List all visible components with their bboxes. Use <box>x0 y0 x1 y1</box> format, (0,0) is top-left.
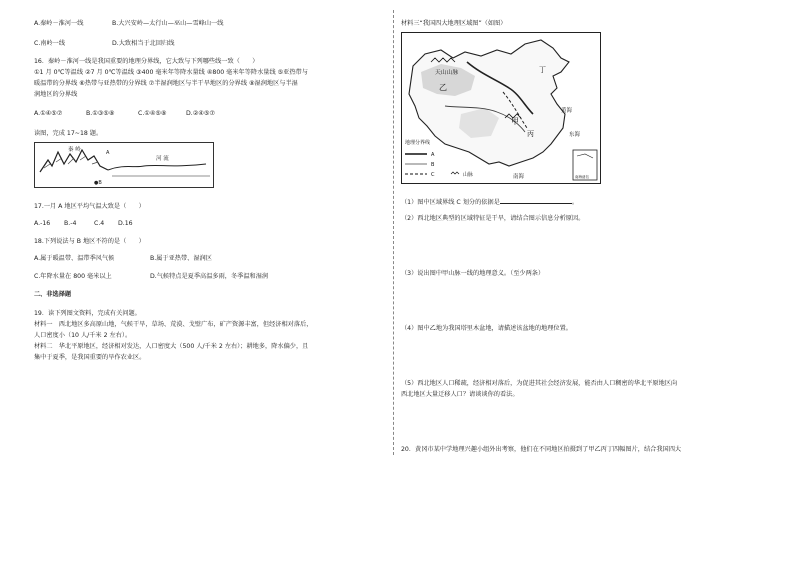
q15-option-b: B.大兴安岭—太行山—巫山—雪峰山一线 <box>112 20 224 27</box>
q17-stem: 17.一月 A 地区平均气温大致是（ ） <box>34 203 145 210</box>
q20-stem: 20．黄冈市某中学地理兴趣小组外出考察，他们在不同地区拍摄到了甲乙丙丁四幅图片，结合我国四大 <box>401 446 682 453</box>
material1-line2: 人口密度小（10 人/千米 2 左右）。 <box>34 332 132 339</box>
material3-title: 材料三“我国四大地理区域图”（如图） <box>401 20 507 27</box>
q15-option-c: C.南岭一线 <box>34 40 66 47</box>
inset-label: 南海诸岛 <box>575 175 589 179</box>
q19-part5-line2: 西北地区大量迁移人口？请谈谈你的看法。 <box>401 391 519 398</box>
material2-line1: 材料二 华北平原地区，经济相对发达，人口密度大（500 人/千米 2 左右）；耕地多，降水偏少，且 <box>34 343 309 350</box>
legend-label-c: C <box>431 172 435 178</box>
q19-part2: （2）西北地区典型的区域特征是干旱，请结合图示信息分析原因。 <box>401 215 585 222</box>
q16-items-line2: 暖温带的分界线 ⑥热带与亚热带的分界线 ⑦半湿润地区与半干旱地区的分界线 ⑧湿润地区与半湿 <box>34 80 298 87</box>
q16-option-b: B.①③⑤⑧ <box>86 110 115 117</box>
river-label: 河 流 <box>156 156 169 162</box>
mountain-label: 秦 岭 <box>68 147 81 153</box>
q16-items-line1: ①1 月 0℃等温线 ②7 月 0℃等温线 ③400 毫米年等降水量线 ④800 毫米年等降水量线 ⑤亚热带与 <box>34 69 308 76</box>
q17-option-d: D.16 <box>118 220 133 227</box>
q16-stem: 16．秦岭－淮河一线是我国重要的地理分界线，它大致与下列哪些线一致（ ） <box>34 58 259 65</box>
material1-line1: 材料一 西北地区多高原山地，气候干旱，草场、荒漠、戈壁广布，矿产资源丰富，但经济相对落后， <box>34 321 313 328</box>
china-regions-map <box>401 32 601 184</box>
mountain-legend-label: 山脉 <box>463 172 474 178</box>
figure-frame <box>35 143 214 188</box>
q16-option-d: D.②④⑤⑦ <box>186 110 215 117</box>
q18-option-a: A.属于暖温带、温带季风气候 <box>34 255 115 262</box>
q18-option-b: B.属于亚热带、湿润区 <box>150 255 212 262</box>
q18-stem: 18.下列说法与 B 地区不符的是（ ） <box>34 238 145 245</box>
point-b-label: ●B <box>94 180 102 186</box>
section-heading: 二、非选择题 <box>34 291 72 298</box>
legend-title: 地理分界线 <box>405 140 431 146</box>
east-sea-label: 东海 <box>569 132 581 138</box>
q18-option-c: C.年降水量在 800 毫米以上 <box>34 273 112 280</box>
qinling-profile-figure <box>34 142 214 188</box>
q15-option-a: A.秦岭－淮河一线 <box>34 20 84 27</box>
tianshan-label: 天山山脉 <box>435 70 459 76</box>
q18-option-d: D.气候特点是夏季高温多雨，冬季温和湿润 <box>150 273 269 280</box>
q16-option-a: A.①④⑤⑦ <box>34 110 63 117</box>
q16-items-line3: 润地区的分界线 <box>34 91 78 98</box>
column-divider <box>393 10 394 455</box>
q19-part4: （4）图中乙地为我国塔里木盆地，请描述该盆地的地理位置。 <box>401 325 572 332</box>
point-a-label: A <box>106 150 110 156</box>
q15-option-d: D.大致相当于北回归线 <box>112 40 175 47</box>
region-yi-label: 乙 <box>439 83 447 92</box>
legend-label-a: A <box>431 152 435 158</box>
answer-blank[interactable] <box>500 197 572 204</box>
q19-part5-line1: （5）西北地区人口稀疏，经济相对落后，为促进其社会经济发展，能否由人口稠密的华北平原地区向 <box>401 380 678 387</box>
reading-note: 读图，完成 17~18 题。 <box>34 130 103 137</box>
q16-option-c: C.①④⑤⑧ <box>138 110 167 117</box>
q17-option-a: A.-16 <box>34 220 51 227</box>
q19-part1: （1）图中区域界线 C 划分的依据是 。 <box>401 199 579 206</box>
south-sea-label: 南海 <box>513 174 525 180</box>
q17-option-b: B.-4 <box>64 220 77 227</box>
region-jia-label: 甲 <box>511 117 519 126</box>
q19-intro: 19．读下列图文资料，完成有关问题。 <box>34 310 141 317</box>
q19-part3: （3）说出图中甲山脉一线的地理意义。（至少两条） <box>401 270 545 277</box>
yellow-sea-label: 黄海 <box>561 108 573 114</box>
legend-label-b: B <box>431 162 435 168</box>
region-bing-label: 丙 <box>527 130 534 138</box>
material2-line2: 集中于夏季，是我国重要的旱作农业区。 <box>34 354 146 361</box>
region-ding-label: 丁 <box>539 66 546 74</box>
q17-option-c: C.4 <box>94 220 105 227</box>
